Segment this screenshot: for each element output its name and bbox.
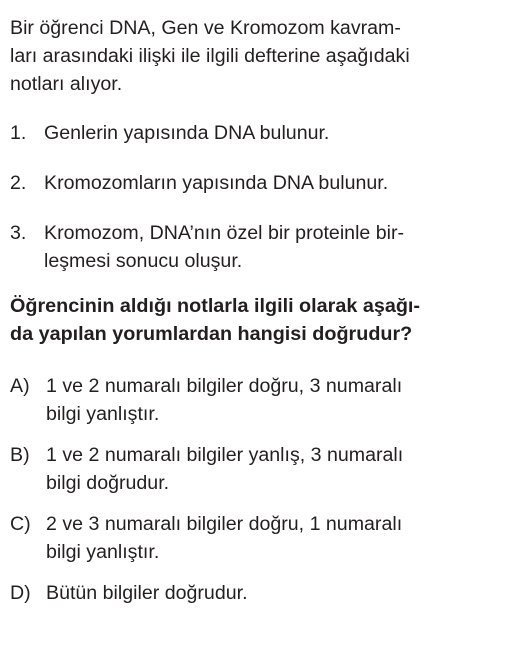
question-stem (10, 292, 520, 348)
option-line: 1 ve 2 numaralı bilgiler doğru, 3 numaralı (46, 375, 403, 397)
option-b[interactable] (10, 441, 520, 497)
option-a[interactable] (10, 372, 520, 428)
note-text (44, 219, 520, 275)
note-item-3 (10, 219, 520, 275)
option-d[interactable] (10, 579, 520, 607)
option-text (46, 579, 520, 607)
note-number: 3. (10, 222, 27, 244)
option-c[interactable] (10, 510, 520, 566)
option-line: Bütün bilgiler doğrudur. (46, 582, 248, 604)
option-line: bilgi doğrudur. (46, 472, 170, 494)
option-line: bilgi yanlıştır. (46, 541, 160, 563)
note-number: 2. (10, 172, 27, 194)
option-text (46, 510, 520, 566)
note-line: Kromozomların yapısında DNA bulunur. (44, 172, 389, 194)
note-item-2 (10, 169, 520, 197)
option-text (46, 441, 520, 497)
option-letter: C) (10, 513, 31, 535)
question-line: da yapılan yorumlardan hangisi doğrudur? (10, 323, 413, 345)
option-line: 2 ve 3 numaralı bilgiler doğru, 1 numaralı (46, 513, 403, 535)
note-line: Genlerin yapısında DNA bulunur. (44, 122, 330, 144)
option-text (46, 372, 520, 428)
question-sheet (10, 14, 520, 607)
question-line: Öğrencinin aldığı notlarla ilgili olarak aşağı- (10, 295, 421, 317)
intro-paragraph (10, 14, 520, 98)
intro-line: notları alıyor. (10, 73, 123, 95)
option-line: 1 ve 2 numaralı bilgiler yanlış, 3 numaralı (46, 444, 404, 466)
note-number: 1. (10, 122, 27, 144)
intro-line: Bir öğrenci DNA, Gen ve Kromozom kavram- (10, 17, 401, 39)
option-line: bilgi yanlıştır. (46, 403, 160, 425)
note-line: Kromozom, DNA’nın özel bir proteinle bir- (44, 222, 405, 244)
option-letter: D) (10, 582, 31, 604)
option-letter: B) (10, 444, 30, 466)
intro-line: ları arasındaki ilişki ile ilgili defterine aşağıdaki (10, 45, 410, 67)
note-text (44, 169, 520, 197)
note-item-1 (10, 119, 520, 147)
note-line: leşmesi sonucu oluşur. (44, 250, 243, 272)
answer-options (10, 372, 520, 607)
option-letter: A) (10, 375, 30, 397)
note-text (44, 119, 520, 147)
